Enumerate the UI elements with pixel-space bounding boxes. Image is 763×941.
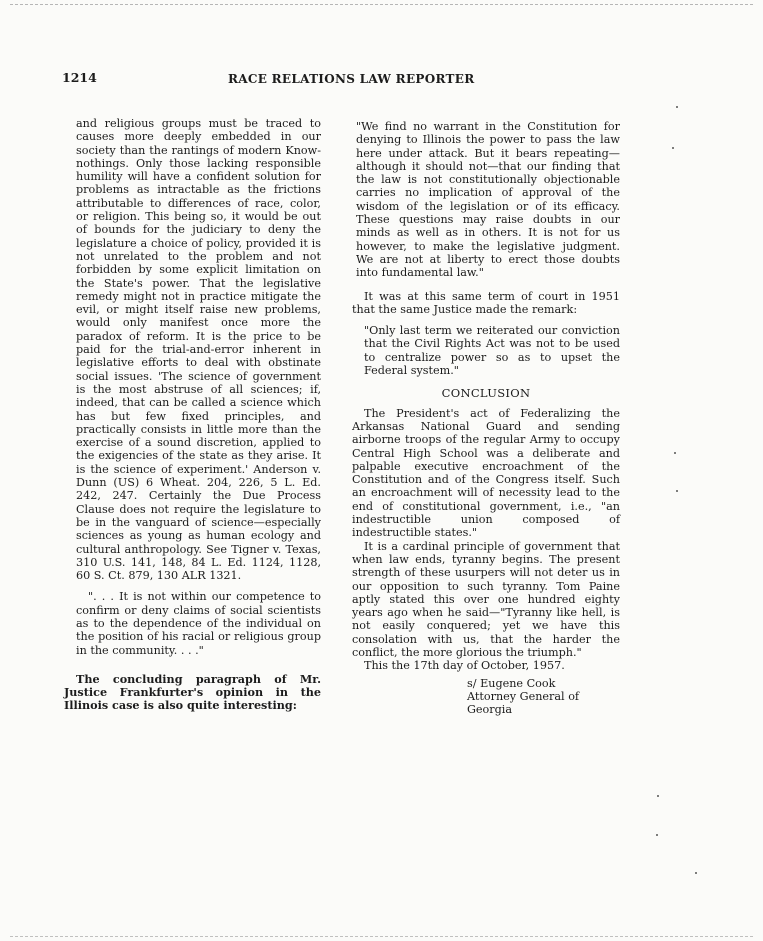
scan-speck xyxy=(674,452,676,454)
signature-block xyxy=(467,677,620,717)
scan-speck xyxy=(676,490,678,492)
right-paragraph-2: The President's act of Federalizing the Arkansas National Guard and sending airborne troops of the regular Army to occupy Central High School was a deliberate and palpable executive encroachment of the Constitution and of the Congress itself. Such an encroachment will of necessity lead to the end of constitutional government, i.e., "an indestructible union composed of indestructible states." xyxy=(352,406,620,540)
scan-speck xyxy=(695,872,697,874)
right-quote-2: "Only last term we reiterated our conviction that the Civil Rights Act was not to be used to centralize power so as to upset the Federal system." xyxy=(364,324,620,378)
page-number: 1214 xyxy=(62,70,97,85)
right-paragraph-4: This the 17th day of October, 1957. xyxy=(364,659,565,673)
left-column xyxy=(64,117,321,713)
scan-speck xyxy=(676,106,678,108)
signature-title: Attorney General of xyxy=(467,689,580,703)
scan-speck xyxy=(672,147,674,149)
right-paragraph-3: It is a cardinal principle of government that when law ends, tyranny begins. The present strength of these usurpers will not deter us in our opposition to such tyranny. Tom Paine aptly stated this over one hundred eighty years ago when he said—"Tyranny like hell, is not easily conquered; yet we have this consolation with us, that the harder the conflict, the more glorious the triumph." xyxy=(352,539,620,659)
running-title: RACE RELATIONS LAW REPORTER xyxy=(228,72,475,86)
conclusion-heading: CONCLUSION xyxy=(441,386,531,401)
left-paragraph-3: The concluding paragraph of Mr. Justice Frankfurter's opinion in the Illinois case is also quite interesting: xyxy=(64,671,321,713)
signature-state: Georgia xyxy=(467,703,513,717)
scan-edge-top xyxy=(10,4,753,5)
left-paragraph-1: and religious groups must be traced to causes more deeply embedded in our society than the rantings of modern Know-nothings. Only those lacking responsible humility will have a confident solution for problems as intractable as the frictions attributable to differences of race, color, or religion. This being so, it would be out of bounds for the judiciary to deny the legislature a choice of policy, provided it is not unrelated to the problem and not forbidden by some explicit limitation on the State's power. That the legislative remedy might not in practice mitigate the evil, or might itself raise new problems, would only manifest once more the paradox of reform. It is the price to be paid for the trial-and-error inherent in legislative efforts to deal with obstinate social issues. 'The science of government is the most abstruse of all sciences; if, indeed, that can be called a science which has but few fixed principles, and practically consists in little more than the exercise of a sound discretion, applied to the exigencies of the state as they arise. It is the science of experiment.' Anderson v. Dunn (US) 6 Wheat. 204, 226, 5 L. Ed. 242, 247. Certainly the Due Process Clause does not require the legislature to be in the vanguard of science—especially sciences as young as human ecology and cultural anthropology. See Tigner v. Texas, 310 U.S. 141, 148, 84 L. Ed. 1124, 1128, 60 S. Ct. 879, 130 ALR 1321. xyxy=(76,117,321,583)
left-quote: ". . . It is not within our competence to confirm or deny claims of social scientists as to the dependence of the individual on the position of his racial or religious group in the community. . . ." xyxy=(76,590,321,657)
right-quote-1: "We find no warrant in the Constitution for denying to Illinois the power to pass the law here under attack. But it bears repeating—although it should not—that our finding that the law is not constitutionally objectionable carries no implication of approval of the wisdom of the legislation or of its efficacy. These questions may raise doubts in our minds as well as in others. It is not for us however, to make the legislative judgment. We are not at liberty to erect those doubts into fundamental law." xyxy=(356,120,620,280)
right-column xyxy=(352,120,620,716)
right-paragraph-1: It was at this same term of court in 1951 that the same Justice made the remark: xyxy=(352,289,620,316)
scan-speck xyxy=(656,834,658,836)
scan-speck xyxy=(657,795,659,797)
scan-edge-bottom xyxy=(10,936,753,937)
signature-name: s/ Eugene Cook xyxy=(467,676,556,690)
